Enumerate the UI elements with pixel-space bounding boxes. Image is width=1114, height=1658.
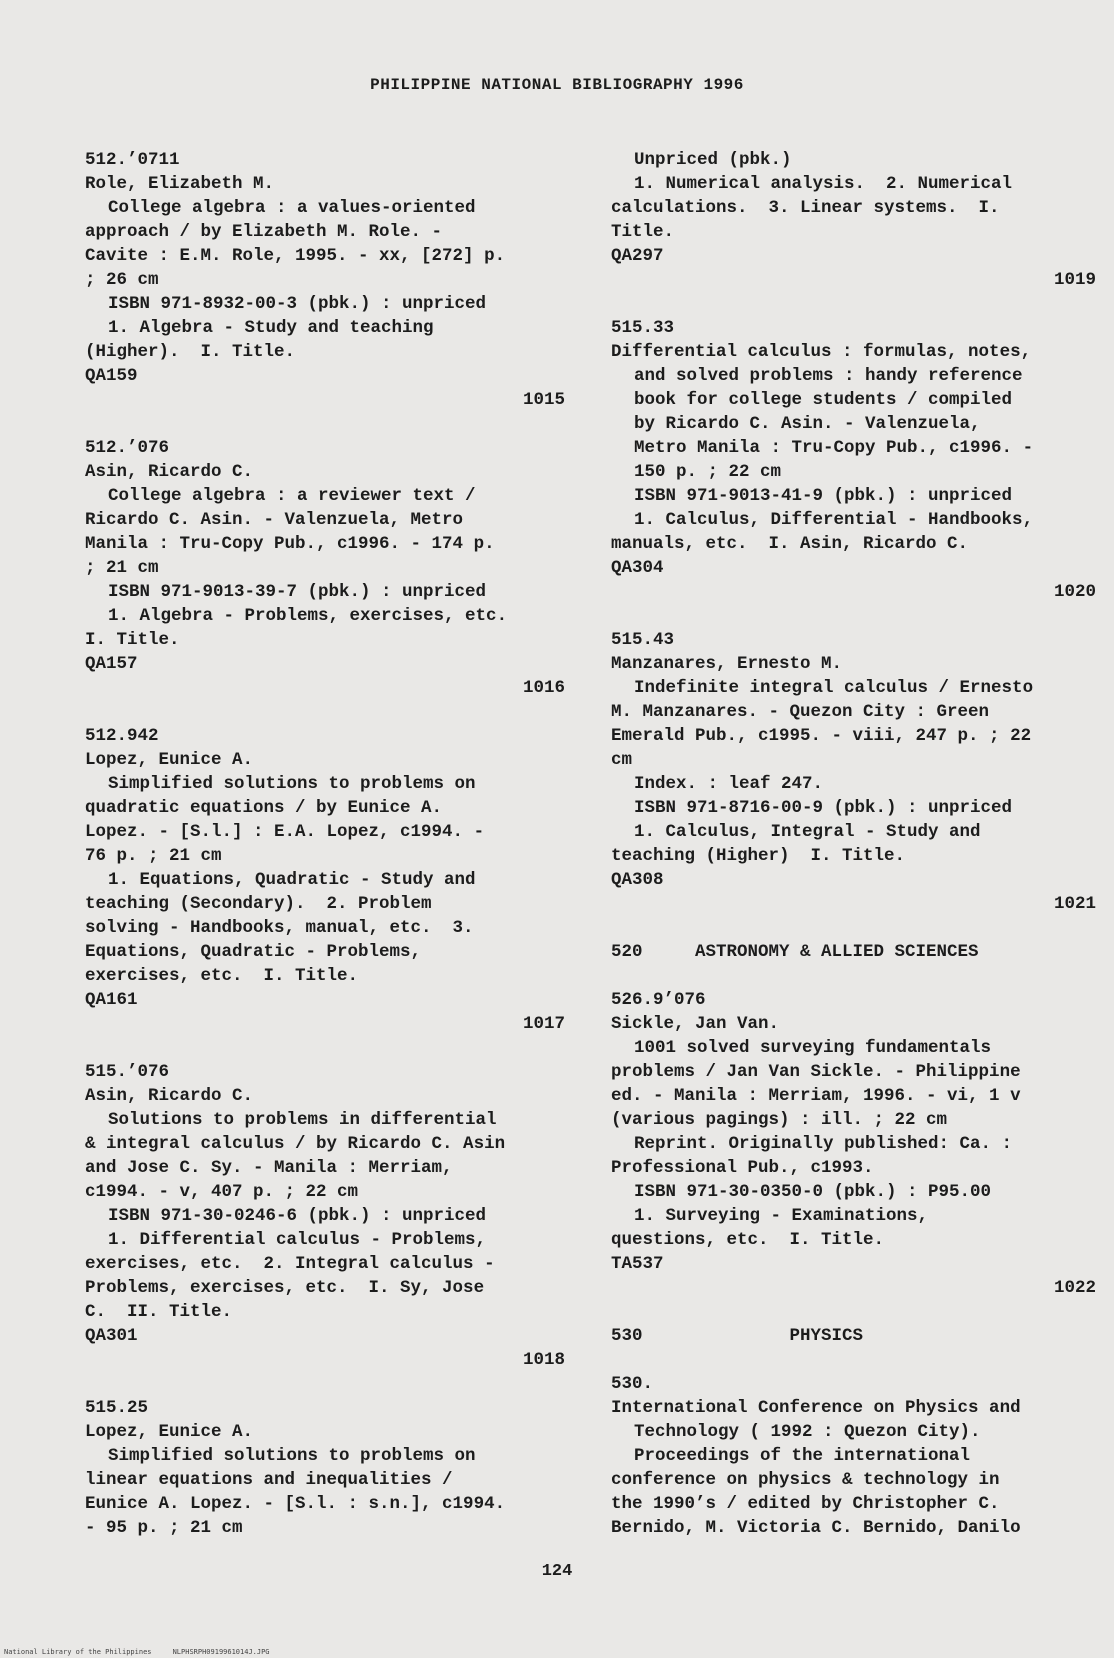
bibliography-entry xyxy=(85,148,565,412)
entry-line: exercises, etc. 2. Integral calculus - xyxy=(85,1254,495,1274)
bibliography-entry xyxy=(85,1060,565,1372)
entry-line: ISBN 971-8716-00-9 (pbk.) : unpriced xyxy=(634,798,1013,818)
entry-line: M. Manzanares. - Quezon City : Green xyxy=(611,702,990,722)
entry-line: 1. Calculus, Integral - Study and xyxy=(634,822,981,842)
bibliography-entry xyxy=(611,148,1096,292)
entry-line: conference on physics & technology in xyxy=(611,1470,1000,1490)
entry-line: ISBN 971-9013-39-7 (pbk.) : unpriced xyxy=(108,582,487,602)
entry-spacer xyxy=(85,412,565,436)
entry-line: 512.’076 xyxy=(85,438,170,458)
entry-line: Solutions to problems in differential xyxy=(108,1110,497,1130)
entry-spacer xyxy=(611,964,1096,988)
entry-line: teaching (Higher) I. Title. xyxy=(611,846,906,866)
entry-line: linear equations and inequalities / xyxy=(85,1470,453,1490)
entry-line: Manzanares, Ernesto M. xyxy=(611,654,843,674)
scan-footer xyxy=(4,1648,270,1656)
bibliography-entry xyxy=(611,1372,1096,1540)
entry-line: ISBN 971-8932-00-3 (pbk.) : unpriced xyxy=(108,294,487,314)
entry-line: 512.’0711 xyxy=(85,150,180,170)
entry-spacer xyxy=(611,1300,1096,1324)
entry-line: Index. : leaf 247. xyxy=(634,774,824,794)
entry-line: College algebra : a reviewer text / xyxy=(108,486,476,506)
entry-line: 1. Algebra - Problems, exercises, etc. xyxy=(108,606,508,626)
entry-number: 1018 xyxy=(522,1350,565,1370)
entry-line: Indefinite integral calculus / Ernesto xyxy=(634,678,1034,698)
entry-line: manuals, etc. I. Asin, Ricardo C. xyxy=(611,534,969,554)
entry-line: 1. Equations, Quadratic - Study and xyxy=(108,870,476,890)
entry-line: ed. - Manila : Merriam, 1996. - vi, 1 v xyxy=(611,1086,1021,1106)
bibliography-entry xyxy=(85,1396,565,1540)
entry-line: QA161 xyxy=(85,990,138,1010)
entry-line: Lopez. - [S.l.] : E.A. Lopez, c1994. - xyxy=(85,822,485,842)
bibliography-entry xyxy=(611,316,1096,604)
bibliography-entry xyxy=(611,940,1096,964)
entry-number: 1022 xyxy=(1053,1278,1096,1298)
entry-line: ; 21 cm xyxy=(85,558,159,578)
right-column xyxy=(611,148,1096,1540)
entry-line: 1. Algebra - Study and teaching xyxy=(108,318,434,338)
entry-line: (Higher). I. Title. xyxy=(85,342,296,362)
entry-line: ; 26 cm xyxy=(85,270,159,290)
entry-line: Problems, exercises, etc. I. Sy, Jose xyxy=(85,1278,485,1298)
entry-line: 1. Calculus, Differential - Handbooks, xyxy=(634,510,1034,530)
entry-line: Simplified solutions to problems on xyxy=(108,774,476,794)
entry-line: quadratic equations / by Eunice A. xyxy=(85,798,443,818)
file-name: NLPHSRPH0919961014J.JPG xyxy=(172,1648,270,1656)
entry-line: & integral calculus / by Ricardo C. Asin xyxy=(85,1134,506,1154)
entry-line: teaching (Secondary). 2. Problem xyxy=(85,894,432,914)
entry-line: QA301 xyxy=(85,1326,138,1346)
entry-line: QA157 xyxy=(85,654,138,674)
entry-line: ISBN 971-30-0350-0 (pbk.) : P95.00 xyxy=(634,1182,992,1202)
entry-line: and solved problems : handy reference xyxy=(634,366,1023,386)
entry-line: International Conference on Physics and xyxy=(611,1398,1021,1418)
bibliography-entry xyxy=(611,628,1096,916)
entry-line: Metro Manila : Tru-Copy Pub., c1996. - xyxy=(634,438,1034,458)
entry-line: Bernido, M. Victoria C. Bernido, Danilo xyxy=(611,1518,1021,1538)
entry-line: cm xyxy=(611,750,633,770)
entry-line: 530. xyxy=(611,1374,654,1394)
entry-line: calculations. 3. Linear systems. I. xyxy=(611,198,1000,218)
entry-line: 526.9’076 xyxy=(611,990,706,1010)
entry-line: Equations, Quadratic - Problems, xyxy=(85,942,422,962)
entry-line: Differential calculus : formulas, notes, xyxy=(611,342,1032,362)
entry-line: 1. Differential calculus - Problems, xyxy=(108,1230,487,1250)
entry-number: 1021 xyxy=(1053,894,1096,914)
entry-line: Unpriced (pbk.) xyxy=(634,150,792,170)
entry-line: Professional Pub., c1993. xyxy=(611,1158,874,1178)
entry-line: 1. Numerical analysis. 2. Numerical xyxy=(634,174,1013,194)
library-credit: National Library of the Philippines xyxy=(4,1648,152,1656)
entry-line: 515.25 xyxy=(85,1398,149,1418)
entry-line: 515.33 xyxy=(611,318,675,338)
entry-line: by Ricardo C. Asin. - Valenzuela, xyxy=(634,414,981,434)
entry-number: 1015 xyxy=(522,390,565,410)
entry-spacer xyxy=(611,1348,1096,1372)
entry-line: 1. Surveying - Examinations, xyxy=(634,1206,929,1226)
bibliography-entry xyxy=(611,988,1096,1300)
entry-spacer xyxy=(611,604,1096,628)
entry-line: Emerald Pub., c1995. - viii, 247 p. ; 22 xyxy=(611,726,1032,746)
entry-line: questions, etc. I. Title. xyxy=(611,1230,885,1250)
entry-number: 1017 xyxy=(522,1014,565,1034)
entry-line: Reprint. Originally published: Ca. : xyxy=(634,1134,1013,1154)
entry-line: College algebra : a values-oriented xyxy=(108,198,476,218)
entry-line: Cavite : E.M. Role, 1995. - xx, [272] p. xyxy=(85,246,506,266)
left-column xyxy=(85,148,565,1540)
entry-line: Eunice A. Lopez. - [S.l. : s.n.], c1994. xyxy=(85,1494,506,1514)
entry-line: solving - Handbooks, manual, etc. 3. xyxy=(85,918,474,938)
entry-number: 1020 xyxy=(1053,582,1096,602)
entry-line: 515.’076 xyxy=(85,1062,170,1082)
entry-line: - 95 p. ; 21 cm xyxy=(85,1518,243,1538)
entry-line: C. II. Title. xyxy=(85,1302,233,1322)
entry-number: 1016 xyxy=(522,678,565,698)
entry-line: TA537 xyxy=(611,1254,664,1274)
entry-line: (various pagings) : ill. ; 22 cm xyxy=(611,1110,948,1130)
entry-line: Ricardo C. Asin. - Valenzuela, Metro xyxy=(85,510,464,530)
entry-line: 530 PHYSICS xyxy=(611,1326,864,1346)
entry-line: QA308 xyxy=(611,870,664,890)
entry-line: exercises, etc. I. Title. xyxy=(85,966,359,986)
bibliography-entry xyxy=(611,1324,1096,1348)
entry-line: Sickle, Jan Van. xyxy=(611,1014,780,1034)
entry-line: 512.942 xyxy=(85,726,159,746)
entry-line: Lopez, Eunice A. xyxy=(85,1422,254,1442)
entry-line: 520 ASTRONOMY & ALLIED SCIENCES xyxy=(611,942,979,962)
entry-line: Proceedings of the international xyxy=(634,1446,971,1466)
entry-line: Manila : Tru-Copy Pub., c1996. - 174 p. xyxy=(85,534,495,554)
entry-spacer xyxy=(611,292,1096,316)
entry-line: Lopez, Eunice A. xyxy=(85,750,254,770)
entry-line: Technology ( 1992 : Quezon City). xyxy=(634,1422,981,1442)
entry-line: QA304 xyxy=(611,558,664,578)
entry-line: ISBN 971-9013-41-9 (pbk.) : unpriced xyxy=(634,486,1013,506)
entry-line: Role, Elizabeth M. xyxy=(85,174,275,194)
bibliography-entry xyxy=(85,436,565,700)
entry-line: approach / by Elizabeth M. Role. - xyxy=(85,222,443,242)
entry-line: book for college students / compiled xyxy=(634,390,1013,410)
entry-spacer xyxy=(85,1036,565,1060)
entry-spacer xyxy=(85,1372,565,1396)
entry-line: 76 p. ; 21 cm xyxy=(85,846,222,866)
entry-line: 515.43 xyxy=(611,630,675,650)
entry-line: the 1990’s / edited by Christopher C. xyxy=(611,1494,1000,1514)
entry-spacer xyxy=(611,916,1096,940)
entry-spacer xyxy=(85,700,565,724)
entry-line: Asin, Ricardo C. xyxy=(85,1086,254,1106)
entry-number: 1019 xyxy=(1053,270,1096,290)
page-number: 124 xyxy=(541,1562,573,1581)
entry-line: Simplified solutions to problems on xyxy=(108,1446,476,1466)
entry-line: 1001 solved surveying fundamentals xyxy=(634,1038,992,1058)
entry-line: QA159 xyxy=(85,366,138,386)
entry-line: Asin, Ricardo C. xyxy=(85,462,254,482)
entry-line: problems / Jan Van Sickle. - Philippine xyxy=(611,1062,1021,1082)
bibliography-entry xyxy=(85,724,565,1036)
entry-line: and Jose C. Sy. - Manila : Merriam, xyxy=(85,1158,453,1178)
entry-line: ISBN 971-30-0246-6 (pbk.) : unpriced xyxy=(108,1206,487,1226)
entry-line: I. Title. xyxy=(85,630,180,650)
entry-line: 150 p. ; 22 cm xyxy=(634,462,782,482)
entry-line: c1994. - v, 407 p. ; 22 cm xyxy=(85,1182,359,1202)
page-header: PHILIPPINE NATIONAL BIBLIOGRAPHY 1996 xyxy=(370,76,744,94)
entry-line: Title. xyxy=(611,222,675,242)
entry-line: QA297 xyxy=(611,246,664,266)
